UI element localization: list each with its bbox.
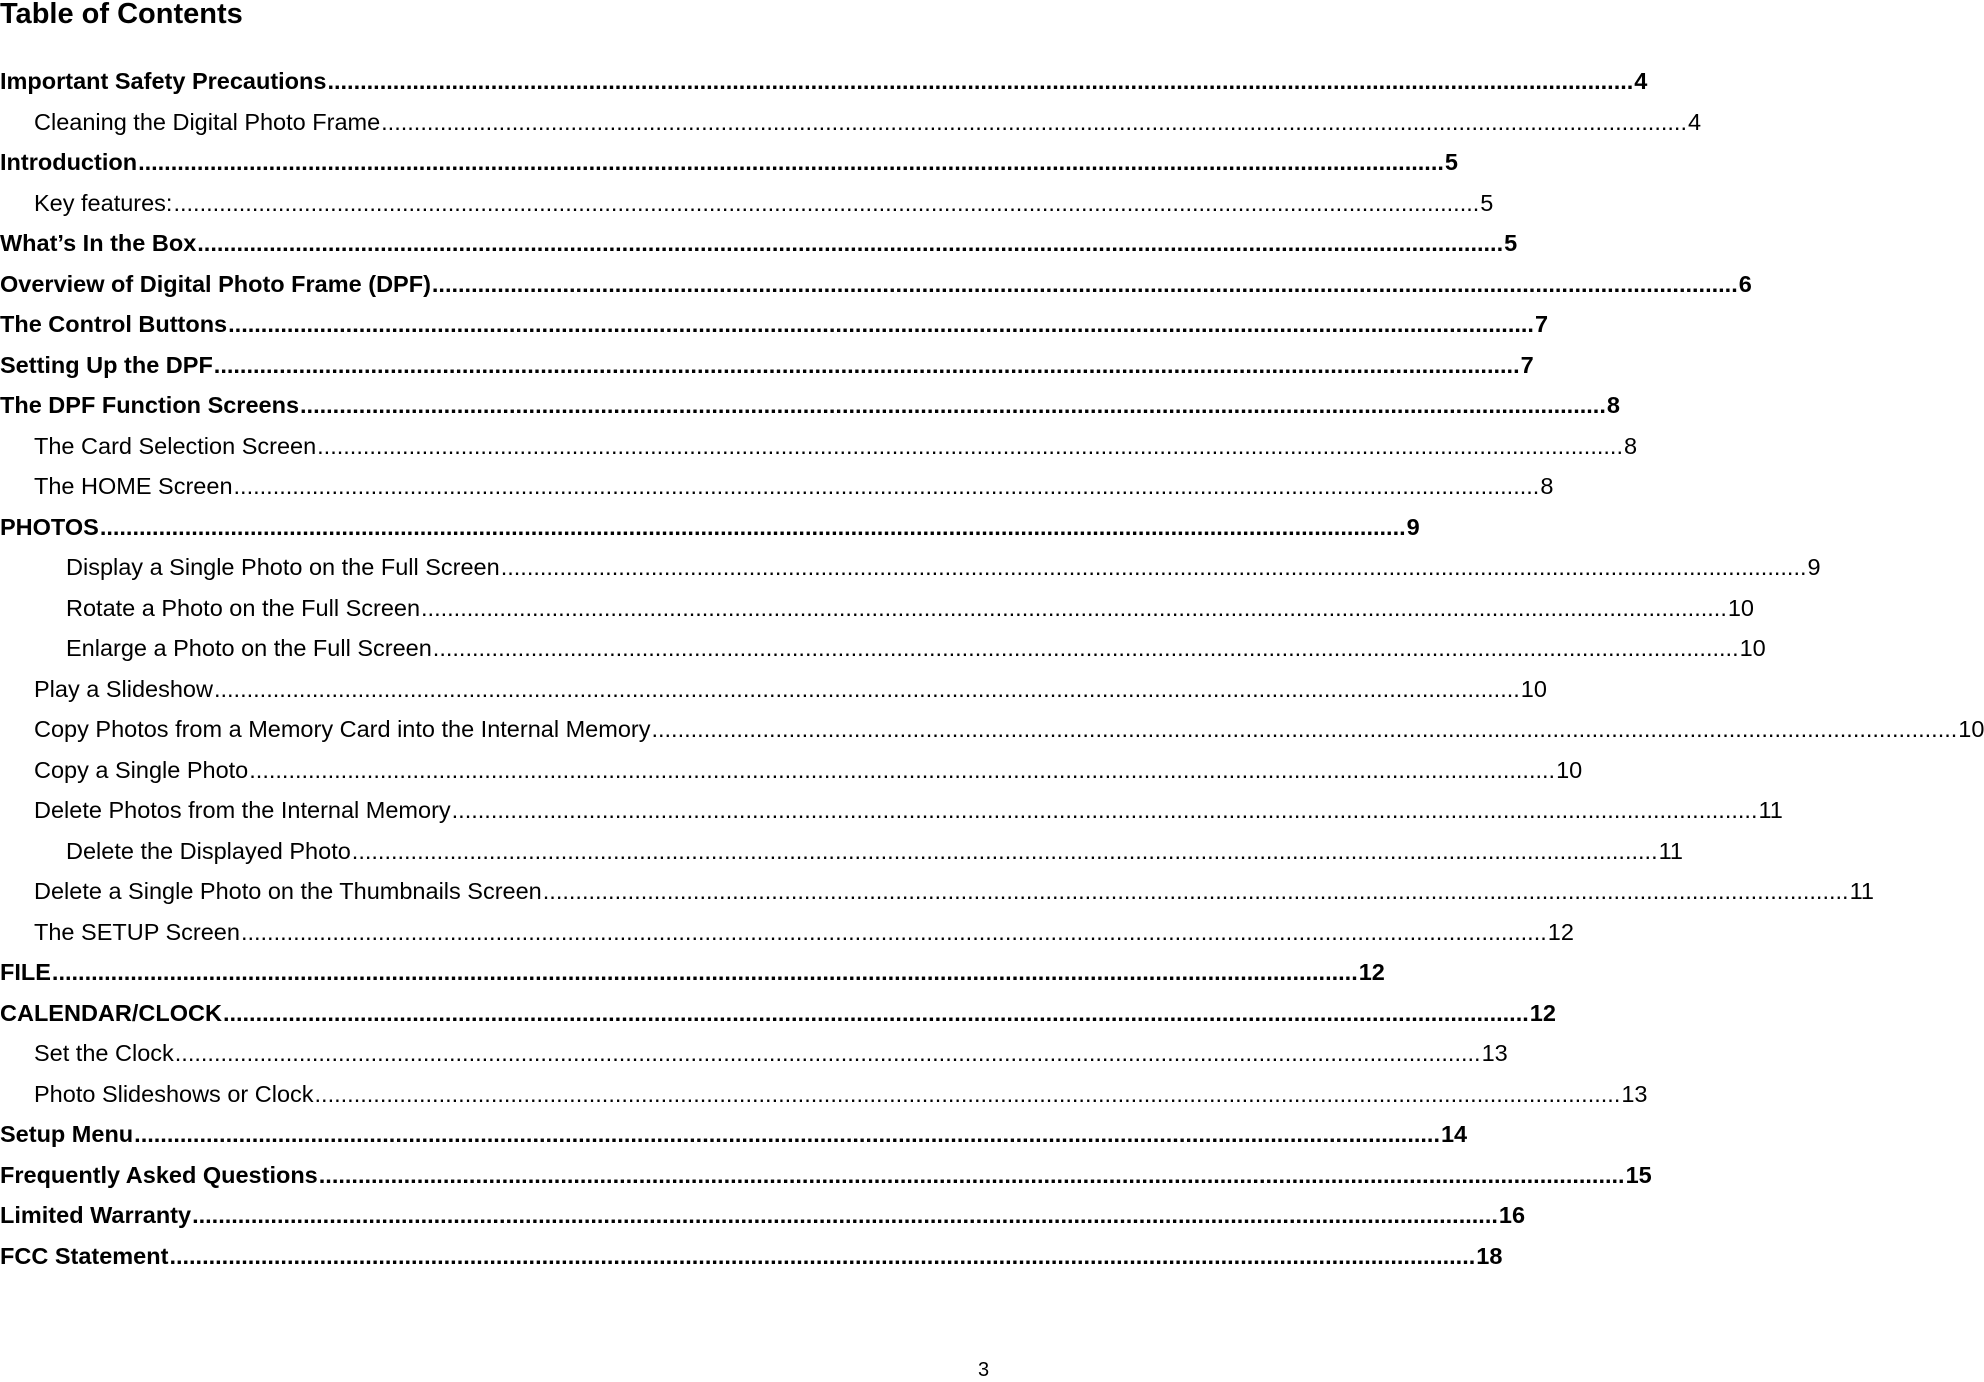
toc-dot-leader: ........................................................................................................................................................................................................ <box>327 68 1634 94</box>
toc-dot-leader: ........................................................................................................................................................................................................ <box>51 959 1358 985</box>
toc-dot-leader: ........................................................................................................................................................................................................ <box>542 878 1849 904</box>
toc-dot-leader: ........................................................................................................................................................................................................ <box>192 1202 1498 1228</box>
toc-entry[interactable] <box>0 547 1821 588</box>
toc-dot-leader: ........................................................................................................................................................................................................ <box>174 1040 1481 1066</box>
toc-dot-leader: ........................................................................................................................................................................................................ <box>351 837 1658 864</box>
toc-entry[interactable] <box>0 1074 1648 1115</box>
toc-entry-page[interactable]: 10 <box>1556 756 1583 783</box>
toc-entry-label[interactable]: FILE <box>0 959 51 985</box>
toc-dot-leader: ........................................................................................................................................................................................................ <box>197 230 1504 256</box>
toc-entry[interactable] <box>0 1114 1468 1155</box>
toc-entry[interactable] <box>0 304 1549 345</box>
toc-entry-page[interactable]: 6 <box>1738 270 1752 297</box>
toc-entry[interactable] <box>0 669 1547 710</box>
toc-entry[interactable] <box>0 507 1420 548</box>
toc-dot-leader: ........................................................................................................................................................................................................ <box>213 675 1520 702</box>
toc-dot-leader: ........................................................................................................................................................................................................ <box>451 797 1758 823</box>
toc-dot-leader: ........................................................................................................................................................................................................ <box>421 594 1727 621</box>
toc-entry-label[interactable]: PHOTOS <box>0 513 99 540</box>
toc-entry-page[interactable]: 7 <box>1520 351 1534 378</box>
toc-dot-leader: ........................................................................................................................................................................................................ <box>233 473 1540 499</box>
toc-entry[interactable] <box>0 142 1458 183</box>
toc-entry[interactable] <box>0 61 1648 102</box>
toc-entry-label[interactable]: Enlarge a Photo on the Full Screen <box>66 635 432 661</box>
toc-entry[interactable] <box>0 588 1754 629</box>
toc-entry-page[interactable]: 11 <box>1849 878 1874 904</box>
toc-dot-leader: ........................................................................................................................................................................................................ <box>99 513 1406 540</box>
toc-entry-page[interactable]: 12 <box>1547 918 1574 945</box>
toc-entry-page[interactable]: 13 <box>1621 1080 1648 1107</box>
toc-entry[interactable] <box>0 1033 1508 1074</box>
toc-dot-leader: ........................................................................................................................................................................................................ <box>432 635 1739 661</box>
toc-dot-leader: ........................................................................................................................................................................................................ <box>300 392 1606 418</box>
toc-entry-label[interactable]: Cleaning the Digital Photo Frame <box>34 108 381 135</box>
toc-entry-label[interactable]: FCC Statement <box>0 1242 169 1269</box>
toc-entry-page[interactable]: 8 <box>1606 392 1620 418</box>
toc-entry-label[interactable]: Important Safety Precautions <box>0 68 327 94</box>
toc-entry-page[interactable]: 4 <box>1687 108 1702 135</box>
toc-dot-leader: ........................................................................................................................................................................................................ <box>228 311 1534 337</box>
toc-entry-label[interactable]: The Control Buttons <box>0 311 228 337</box>
toc-entry-page[interactable]: 16 <box>1498 1202 1526 1228</box>
toc-entry-label[interactable]: Delete Photos from the Internal Memory <box>34 797 451 823</box>
toc-dot-leader: ........................................................................................................................................................................................................ <box>138 149 1444 175</box>
toc-entry[interactable] <box>0 790 1783 831</box>
toc-entry-label[interactable]: Frequently Asked Questions <box>0 1161 318 1188</box>
table-of-contents <box>0 61 1984 1276</box>
toc-entry[interactable] <box>0 385 1620 426</box>
toc-entry-label[interactable]: Copy a Single Photo <box>34 756 249 783</box>
toc-dot-leader: ........................................................................................................................................................................................................ <box>318 1161 1625 1188</box>
toc-entry-label[interactable]: Limited Warranty <box>0 1202 192 1228</box>
toc-entry[interactable] <box>0 102 1702 143</box>
toc-entry-label[interactable]: The HOME Screen <box>34 473 233 499</box>
toc-entry[interactable] <box>0 912 1574 953</box>
toc-entry[interactable] <box>0 264 1752 305</box>
toc-entry-label[interactable]: Key features: <box>34 189 173 216</box>
toc-entry-label[interactable]: Rotate a Photo on the Full Screen <box>66 594 421 621</box>
toc-entry-page[interactable]: 12 <box>1529 999 1556 1026</box>
toc-dot-leader: ........................................................................................................................................................................................................ <box>651 716 1958 742</box>
toc-dot-leader: ........................................................................................................................................................................................................ <box>213 351 1520 378</box>
toc-dot-leader: ........................................................................................................................................................................................................ <box>240 918 1547 945</box>
toc-entry-page[interactable]: 10 <box>1739 635 1766 661</box>
toc-dot-leader: ........................................................................................................................................................................................................ <box>249 756 1556 783</box>
toc-entry-page[interactable]: 15 <box>1625 1161 1652 1188</box>
page-title: Table of Contents <box>0 0 243 30</box>
toc-entry-label[interactable]: The SETUP Screen <box>34 918 240 945</box>
toc-entry-page[interactable]: 4 <box>1634 68 1648 94</box>
toc-entry-label[interactable]: Overview of Digital Photo Frame (DPF) <box>0 270 431 297</box>
toc-entry-label[interactable]: The Card Selection Screen <box>34 432 317 459</box>
toc-entry[interactable] <box>0 345 1534 386</box>
toc-entry[interactable] <box>0 709 1984 750</box>
toc-entry-page[interactable]: 14 <box>1440 1121 1468 1147</box>
page-number: 3 <box>978 1359 990 1381</box>
toc-dot-leader: ........................................................................................................................................................................................................ <box>134 1121 1440 1147</box>
toc-entry-page[interactable]: 9 <box>1406 513 1420 540</box>
toc-entry-page[interactable]: 8 <box>1540 473 1554 499</box>
toc-entry-page[interactable]: 12 <box>1358 959 1385 985</box>
toc-entry[interactable] <box>0 871 1874 912</box>
toc-entry-page[interactable]: 5 <box>1444 149 1458 175</box>
toc-dot-leader: ........................................................................................................................................................................................................ <box>314 1080 1621 1107</box>
toc-dot-leader: ........................................................................................................................................................................................................ <box>317 432 1623 459</box>
toc-entry-label[interactable]: What’s In the Box <box>0 230 197 256</box>
toc-dot-leader: ........................................................................................................................................................................................................ <box>381 108 1687 135</box>
toc-entry-label[interactable]: Display a Single Photo on the Full Screen <box>66 554 500 580</box>
toc-entry-page[interactable]: 10 <box>1520 675 1547 702</box>
toc-entry[interactable] <box>0 426 1638 467</box>
toc-entry[interactable] <box>0 1195 1526 1236</box>
toc-entry-page[interactable]: 5 <box>1480 189 1494 216</box>
toc-entry-label[interactable]: Photo Slideshows or Clock <box>34 1080 314 1107</box>
toc-entry-page[interactable]: 5 <box>1504 230 1518 256</box>
toc-entry-page[interactable]: 11 <box>1758 797 1783 823</box>
toc-entry[interactable] <box>0 466 1554 507</box>
toc-dot-leader: ........................................................................................................................................................................................................ <box>500 554 1807 580</box>
toc-entry-label[interactable]: Delete the Displayed Photo <box>66 837 351 864</box>
toc-entry[interactable] <box>0 993 1556 1034</box>
toc-entry-label[interactable]: Play a Slideshow <box>34 675 213 702</box>
toc-entry-page[interactable]: 7 <box>1534 311 1549 337</box>
toc-entry-label[interactable]: CALENDAR/CLOCK <box>0 999 222 1026</box>
toc-entry-page[interactable]: 13 <box>1481 1040 1508 1066</box>
toc-entry-label[interactable]: The DPF Function Screens <box>0 392 300 418</box>
toc-entry-page[interactable]: 10 <box>1727 594 1754 621</box>
toc-entry-label[interactable]: Set the Clock <box>34 1040 174 1066</box>
toc-entry-page[interactable]: 10 <box>1958 716 1984 742</box>
toc-entry-label[interactable]: Introduction <box>0 149 138 175</box>
toc-dot-leader: ........................................................................................................................................................................................................ <box>431 270 1738 297</box>
toc-entry[interactable] <box>0 223 1518 264</box>
toc-entry-label[interactable]: Setting Up the DPF <box>0 351 213 378</box>
toc-entry[interactable] <box>0 183 1494 224</box>
toc-entry-page[interactable]: 8 <box>1623 432 1638 459</box>
toc-dot-leader: ........................................................................................................................................................................................................ <box>173 189 1480 216</box>
toc-entry[interactable] <box>0 1155 1652 1196</box>
toc-entry[interactable] <box>0 750 1583 791</box>
toc-entry[interactable] <box>0 628 1766 669</box>
toc-entry-page[interactable]: 18 <box>1476 1242 1503 1269</box>
toc-dot-leader: ........................................................................................................................................................................................................ <box>222 999 1529 1026</box>
toc-entry[interactable] <box>0 1236 1503 1277</box>
toc-entry[interactable] <box>0 952 1385 993</box>
toc-entry-label[interactable]: Setup Menu <box>0 1121 134 1147</box>
toc-entry-page[interactable]: 11 <box>1658 837 1684 864</box>
toc-entry-label[interactable]: Delete a Single Photo on the Thumbnails Screen <box>34 878 542 904</box>
toc-entry-label[interactable]: Copy Photos from a Memory Card into the Internal Memory <box>34 716 651 742</box>
toc-entry[interactable] <box>0 831 1684 872</box>
toc-entry-page[interactable]: 9 <box>1807 554 1821 580</box>
toc-dot-leader: ........................................................................................................................................................................................................ <box>169 1242 1476 1269</box>
